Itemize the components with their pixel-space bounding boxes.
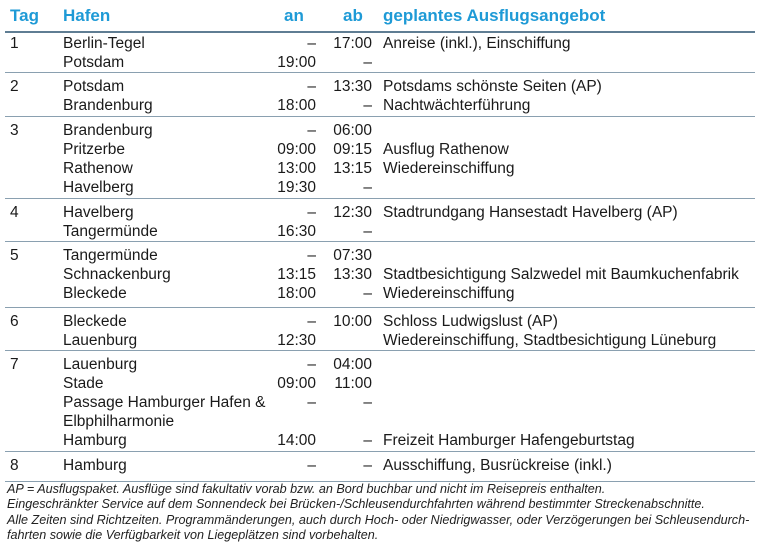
header-tag: Tag (10, 6, 39, 25)
arrival-time: – (307, 78, 316, 95)
arrival-time: 19:00 (277, 54, 316, 71)
arrival-time: 18:00 (277, 97, 316, 114)
day-number: 8 (10, 457, 19, 474)
header-an: an (284, 6, 304, 25)
footnotes (7, 482, 757, 543)
arrival-time: – (307, 394, 316, 411)
day-number: 5 (10, 247, 19, 264)
port-name: Brandenburg (63, 97, 153, 114)
port-name: Tangermünde (63, 247, 158, 264)
excursion-offer: Stadtbesichtigung Salzwedel mit Baumkuchenfabrik (383, 266, 739, 283)
row-divider (5, 198, 755, 199)
port-name: Rathenow (63, 160, 133, 177)
table-row (0, 222, 760, 241)
departure-time: 12:30 (333, 204, 372, 221)
table-row (0, 203, 760, 222)
arrival-time: 09:00 (277, 375, 316, 392)
day-number: 3 (10, 122, 19, 139)
table-row (0, 331, 760, 350)
header-ab: ab (343, 6, 363, 25)
row-divider (5, 451, 755, 452)
row-divider (5, 72, 755, 73)
excursion-offer: Ausflug Rathenow (383, 141, 509, 158)
excursion-offer: Stadtrundgang Hansestadt Havelberg (AP) (383, 204, 678, 221)
port-name: Pritzerbe (63, 141, 126, 158)
footnote: Alle Zeiten sind Richtzeiten. Programmänderungen, auch durch Hoch- oder Niedrigwasser, oder Verzögerungen bei Schleusendurch- (7, 512, 750, 527)
row-divider (5, 350, 755, 351)
table-row (0, 77, 760, 96)
port-name: Schnackenburg (63, 266, 171, 283)
port-name: Potsdam (63, 78, 125, 95)
departure-time: – (363, 97, 372, 114)
port-name: Stade (63, 375, 104, 392)
footnote: fahrten sowie die Verfügbarkeit von Liegeplätzen sind vorbehalten. (7, 527, 379, 542)
departure-time: 13:30 (333, 78, 372, 95)
port-name: Passage Hamburger Hafen & (63, 394, 266, 411)
excursion-offer: Wiedereinschiffung (383, 160, 515, 177)
header-divider (5, 31, 755, 33)
departure-time: – (363, 285, 372, 302)
table-row (0, 393, 760, 412)
day-number: 2 (10, 78, 19, 95)
row-divider (5, 116, 755, 117)
arrival-time: – (307, 313, 316, 330)
excursion-offer: Freizeit Hamburger Hafengeburtstag (383, 432, 635, 449)
arrival-time: – (307, 247, 316, 264)
row-divider (5, 241, 755, 242)
day-number: 6 (10, 313, 19, 330)
arrival-time: 12:30 (277, 332, 316, 349)
arrival-time: 18:00 (277, 285, 316, 302)
table-row (0, 312, 760, 331)
port-name: Berlin-Tegel (63, 35, 145, 52)
departure-time: 06:00 (333, 122, 372, 139)
departure-time: 11:00 (334, 375, 372, 392)
table-row (0, 140, 760, 159)
arrival-time: – (307, 35, 316, 52)
footnote: Eingeschränkter Service auf dem Sonnendeck bei Brücken-/Schleusendurchfahrten während bestimmter Streckenabschnitte. (7, 497, 705, 512)
arrival-time: 13:15 (277, 266, 316, 283)
departure-time: – (363, 54, 372, 71)
excursion-offer: Wiedereinschiffung (383, 285, 515, 302)
excursion-offer: Potsdams schönste Seiten (AP) (383, 78, 602, 95)
excursion-offer: Schloss Ludwigslust (AP) (383, 313, 558, 330)
port-name: Hamburg (63, 432, 127, 449)
excursion-offer: Ausschiffung, Busrückreise (inkl.) (383, 457, 612, 474)
table-row (0, 412, 760, 431)
departure-time: 04:00 (333, 356, 372, 373)
table-row (0, 178, 760, 197)
footnote: AP = Ausflugspaket. Ausflüge sind fakultativ vorab bzw. an Bord buchbar und nicht im Reisepreis enthalten. (7, 482, 606, 496)
table-row (0, 96, 760, 115)
table-row (0, 159, 760, 178)
departure-time: 17:00 (333, 35, 372, 52)
table-row (0, 374, 760, 393)
port-name: Bleckede (63, 313, 127, 330)
table-row (0, 53, 760, 72)
table-row (0, 246, 760, 265)
departure-time: – (363, 394, 372, 411)
port-name: Havelberg (63, 179, 134, 196)
excursion-offer: Anreise (inkl.), Einschiffung (383, 35, 571, 52)
departure-time: 07:30 (333, 247, 372, 264)
port-name: Elbphilharmonie (63, 413, 175, 430)
table-row (0, 431, 760, 450)
table-row (0, 456, 760, 475)
day-number: 7 (10, 356, 19, 373)
port-name: Bleckede (63, 285, 127, 302)
table-row (0, 121, 760, 140)
port-name: Havelberg (63, 204, 134, 221)
arrival-time: 14:00 (277, 432, 316, 449)
table-row (0, 355, 760, 374)
arrival-time: 13:00 (277, 160, 316, 177)
departure-time: 10:00 (333, 313, 372, 330)
port-name: Potsdam (63, 54, 125, 71)
departure-time: 13:15 (333, 160, 372, 177)
day-number: 1 (10, 35, 19, 52)
arrival-time: 19:30 (277, 179, 316, 196)
day-number: 4 (10, 204, 19, 221)
departure-time: 13:30 (333, 266, 372, 283)
departure-time: 09:15 (333, 141, 372, 158)
departure-time: – (363, 179, 372, 196)
departure-time: – (363, 457, 372, 474)
port-name: Tangermünde (63, 223, 158, 240)
excursion-offer: Wiedereinschiffung, Stadtbesichtigung Lüneburg (383, 332, 717, 349)
port-name: Lauenburg (63, 356, 138, 373)
table-row (0, 284, 760, 303)
arrival-time: – (307, 356, 316, 373)
arrival-time: 09:00 (277, 141, 316, 158)
arrival-time: – (307, 457, 316, 474)
header-hafen: Hafen (63, 6, 111, 25)
port-name: Lauenburg (63, 332, 138, 349)
departure-time: – (363, 223, 372, 240)
port-name: Brandenburg (63, 122, 153, 139)
departure-time: – (363, 432, 372, 449)
table-row (0, 265, 760, 284)
arrival-time: – (307, 204, 316, 221)
row-divider (5, 307, 755, 308)
table-header (0, 0, 760, 30)
arrival-time: 16:30 (277, 223, 316, 240)
excursion-offer: Nachtwächterführung (383, 97, 531, 114)
header-angebot: geplantes Ausflugsangebot (383, 6, 606, 25)
arrival-time: – (307, 122, 316, 139)
table-row (0, 34, 760, 53)
port-name: Hamburg (63, 457, 127, 474)
